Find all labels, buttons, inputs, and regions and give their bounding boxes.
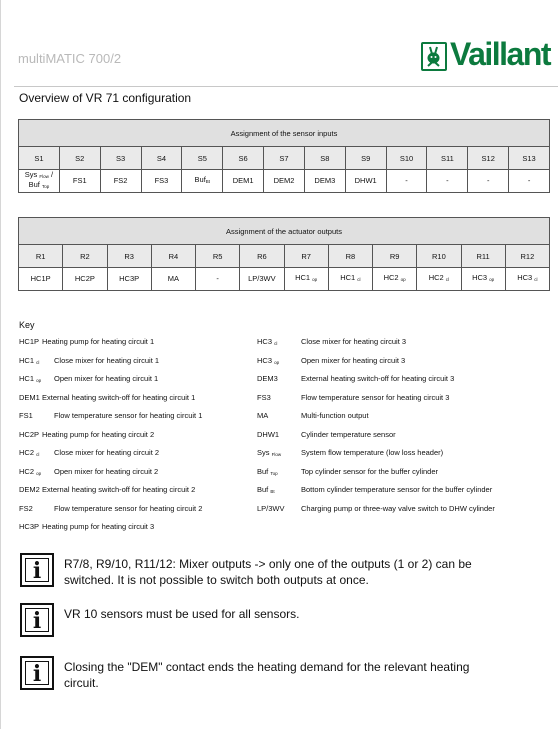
key-description: Bottom cylinder temperature sensor for the buffer cylinder [301, 485, 493, 494]
key-description: Cylinder temperature sensor [301, 429, 396, 439]
key-abbreviation: Buf $_{Top}$ [257, 466, 278, 476]
table-column-header: S2 [59, 147, 100, 170]
key-abbreviation: HC2P [19, 429, 40, 439]
key-description: Open mixer for heating circuit 2 [54, 466, 159, 476]
key-description: Open mixer for heating circuit 3 [301, 355, 406, 365]
page-title: Overview of VR 71 configuration [19, 91, 192, 105]
key-description: Open mixer for heating circuit 1 [54, 374, 159, 383]
info-note [20, 603, 550, 643]
key-abbreviation: HC2 $_{cl}$ [19, 448, 40, 457]
table-cell: HC2P [63, 268, 107, 291]
key-abbreviation: DEM3 [257, 374, 278, 383]
key-abbreviation: Buf $_{Bt}$ [257, 485, 275, 494]
key-description: Heating pump for heating circuit 2 [42, 429, 155, 439]
table-cell: DEM2 [264, 170, 305, 193]
key-description: Flow temperature sensor for heating circuit 2 [54, 503, 203, 513]
table-column-header: S13 [509, 147, 550, 170]
key-description: External heating switch-off for heating circuit 3 [301, 374, 455, 383]
table-cell: - [468, 170, 509, 193]
table-cell: DEM3 [304, 170, 345, 193]
info-note-text: VR 10 sensors must be used for all sensors. [64, 607, 300, 621]
table-cell: FS2 [100, 170, 141, 193]
table-column-header: S3 [100, 147, 141, 170]
table-cell: LP/3WV [240, 268, 284, 291]
table-cell: DHW1 [345, 170, 386, 193]
table-column-header: R7 [284, 245, 328, 268]
brand-logo [421, 36, 551, 73]
key-title: Key [19, 320, 35, 330]
sensor-inputs-table [18, 119, 550, 193]
key-description: Flow temperature sensor for heating circuit 3 [301, 392, 450, 402]
table-cell: - [196, 268, 240, 291]
key-abbreviation: FS2 [19, 503, 33, 513]
key-description: External heating switch-off for heating circuit 2 [42, 485, 196, 494]
table-column-header: R9 [373, 245, 417, 268]
key-description: Top cylinder sensor for the buffer cylinder [301, 466, 439, 476]
key-abbreviation: HC2 $_{op}$ [19, 466, 42, 476]
table-cell: DEM1 [223, 170, 264, 193]
brand-wordmark: Vaillant [450, 36, 551, 72]
key-description: Multi-function output [301, 411, 369, 420]
table-column-header: R12 [505, 245, 549, 268]
table-cell: - [386, 170, 427, 193]
table-column-header: R5 [196, 245, 240, 268]
table-cell: HC3 $_{cl}$ [505, 268, 549, 291]
key-description: Heating pump for heating circuit 3 [42, 522, 155, 531]
info-note-text: R7/8, R9/10, R11/12: Mixer outputs -> only one of the outputs (1 or 2) can be switched. It is not possible to switch both outputs at once. [64, 557, 472, 587]
sensor-inputs-heading: Assignment of the sensor inputs [19, 120, 550, 147]
table-column-header: R8 [328, 245, 372, 268]
table-column-header: S11 [427, 147, 468, 170]
table-cell: - [427, 170, 468, 193]
table-column-header: S6 [223, 147, 264, 170]
table-column-header: S9 [345, 147, 386, 170]
table-column-header: S10 [386, 147, 427, 170]
table-cell: Buf$_{Bt}$ [182, 170, 223, 193]
key-abbreviation: DEM2 [19, 485, 40, 494]
key-description: Close mixer for heating circuit 2 [54, 448, 160, 457]
header-divider [14, 86, 558, 87]
table-column-header: R3 [107, 245, 151, 268]
table-cell: FS1 [59, 170, 100, 193]
key-description: Heating pump for heating circuit 1 [42, 337, 155, 346]
key-abbreviation: HC3P [19, 522, 40, 531]
key-description: Charging pump or three-way valve switch to DHW cylinder [301, 503, 495, 513]
key-abbreviation: MA [257, 411, 269, 420]
key-abbreviation: DEM1 [19, 392, 40, 402]
key-abbreviation: HC1P [19, 337, 40, 346]
key-description: Flow temperature sensor for heating circuit 1 [54, 411, 203, 420]
page-edge [0, 0, 1, 729]
info-note-text: Closing the "DEM" contact ends the heating demand for the relevant heating circuit. [64, 660, 470, 690]
table-column-header: S8 [304, 147, 345, 170]
table-cell: HC2 $_{op}$ [373, 268, 417, 291]
table-cell: HC3 $_{op}$ [461, 268, 505, 291]
info-icon: i [20, 656, 54, 690]
info-icon: i [20, 603, 54, 637]
table-cell: MA [151, 268, 195, 291]
table-column-header: S4 [141, 147, 182, 170]
table-cell: HC1 $_{op}$ [284, 268, 328, 291]
product-name: multiMATIC 700/2 [18, 51, 122, 66]
table-column-header: R11 [461, 245, 505, 268]
table-column-header: R1 [19, 245, 63, 268]
table-cell: HC1P [19, 268, 63, 291]
key-abbreviation: HC3 $_{cl}$ [257, 337, 278, 346]
table-cell: HC1 $_{cl}$ [328, 268, 372, 291]
actuator-outputs-heading: Assignment of the actuator outputs [19, 218, 550, 245]
key-abbreviation: HC3 $_{op}$ [257, 355, 280, 365]
table-column-header: S7 [264, 147, 305, 170]
table-cell: HC2 $_{cl}$ [417, 268, 461, 291]
key-description: Close mixer for heating circuit 1 [54, 355, 160, 365]
hare-icon [421, 42, 447, 71]
actuator-outputs-table [18, 217, 550, 291]
table-column-header: R6 [240, 245, 284, 268]
key-abbreviation: Sys $_{Flow}$ [257, 448, 282, 457]
key-abbreviation: FS3 [257, 392, 271, 402]
table-cell: Sys $_{Flow}$ / Buf $_{Top}$ [19, 170, 60, 193]
table-cell: HC3P [107, 268, 151, 291]
table-column-header: R4 [151, 245, 195, 268]
table-column-header: R2 [63, 245, 107, 268]
table-column-header: S5 [182, 147, 223, 170]
table-column-header: S1 [19, 147, 60, 170]
key-description: Close mixer for heating circuit 3 [301, 337, 407, 346]
key-abbreviation: LP/3WV [257, 503, 285, 513]
info-icon: i [20, 553, 54, 587]
key-abbreviation: DHW1 [257, 429, 280, 439]
key-description: External heating switch-off for heating circuit 1 [42, 392, 196, 402]
info-note [20, 656, 550, 696]
table-cell: - [509, 170, 550, 193]
table-cell: FS3 [141, 170, 182, 193]
table-column-header: S12 [468, 147, 509, 170]
key-abbreviation: FS1 [19, 411, 33, 420]
table-column-header: R10 [417, 245, 461, 268]
key-description: System flow temperature (low loss header) [301, 448, 444, 457]
key-abbreviation: HC1 $_{op}$ [19, 374, 42, 383]
info-note [20, 553, 550, 593]
key-abbreviation: HC1 $_{cl}$ [19, 355, 40, 365]
